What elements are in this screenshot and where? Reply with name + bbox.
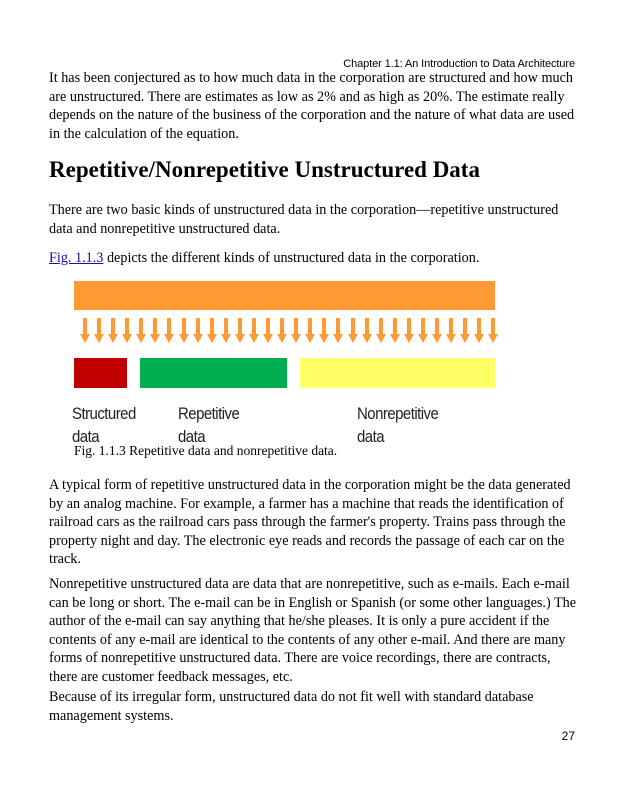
structured-data-label: Structured data <box>72 404 136 446</box>
figure-reference-text: depicts the different kinds of unstructured data in the corporation. <box>103 250 480 266</box>
down-arrow-icon <box>193 318 203 344</box>
down-arrow-icon <box>249 318 259 344</box>
down-arrow-icon <box>390 318 400 344</box>
down-arrow-icon <box>305 318 315 344</box>
down-arrow-icon <box>348 318 358 344</box>
down-arrow-icon <box>474 318 484 344</box>
down-arrow-icon <box>432 318 442 344</box>
unstructured-data-source-bar <box>74 281 495 310</box>
down-arrow-icon <box>207 318 217 344</box>
section-paragraph: There are two basic kinds of unstructured data in the corporation—repetitive unstructured data and nonrepetitive unstructured data. <box>49 202 559 237</box>
down-arrows <box>80 318 500 344</box>
section-heading: Repetitive/Nonrepetitive Unstructured Data <box>49 157 480 182</box>
down-arrow-icon <box>122 318 132 344</box>
down-arrow-icon <box>418 318 428 344</box>
down-arrow-icon <box>291 318 301 344</box>
down-arrow-icon <box>179 318 189 344</box>
down-arrow-icon <box>221 318 231 344</box>
down-arrow-icon <box>80 318 90 344</box>
down-arrow-icon <box>263 318 273 344</box>
closing-paragraph: Because of its irregular form, unstructured data do not fit well with standard database management systems. <box>49 689 534 724</box>
down-arrow-icon <box>108 318 118 344</box>
down-arrow-icon <box>376 318 386 344</box>
repetitive-data-box <box>140 358 287 388</box>
down-arrow-icon <box>460 318 470 344</box>
figure-reference-paragraph <box>49 249 577 268</box>
down-arrow-icon <box>488 318 498 344</box>
nonrepetitive-data-box <box>300 358 495 388</box>
nonrepetitive-data-label: Nonrepetitive data <box>357 404 439 446</box>
structured-data-box <box>74 358 127 388</box>
down-arrow-icon <box>362 318 372 344</box>
page-number: 27 <box>561 729 575 743</box>
repetitive-paragraph: A typical form of repetitive unstructured data in the corporation might be the data generated by an analog machine. For example, a farmer has a machine that reads the identification of railroad cars as the railroad cars pass through the farmer's property. Trains pass through the property night and day. The electronic eye reads and records the passage of each car on the track. <box>49 477 571 568</box>
down-arrow-icon <box>235 318 245 344</box>
figure-caption: Fig. 1.1.3 Repetitive data and nonrepetitive data. <box>74 443 338 458</box>
figure-reference-link[interactable]: Fig. 1.1.3 <box>49 250 104 266</box>
running-header: Chapter 1.1: An Introduction to Data Architecture <box>343 58 575 70</box>
down-arrow-icon <box>150 318 160 344</box>
down-arrow-icon <box>319 318 329 344</box>
down-arrow-icon <box>277 318 287 344</box>
down-arrow-icon <box>136 318 146 344</box>
nonrepetitive-paragraph: Nonrepetitive unstructured data are data that are nonrepetitive, such as e-mails. Each e-mail can be long or short. The e-mail can be in English or Spanish (or some other languages.) The author of the e-mail can say anything that he/she pleases. It is only a pure accident if the contents of any e-mail are identical to the contents of any other e-mail. And there are many forms of nonrepetitive unstructured data. There are voice recordings, there are contracts, there are customer feedback messages, etc. <box>49 576 577 685</box>
down-arrow-icon <box>404 318 414 344</box>
intro-paragraph: It has been conjectured as to how much data in the corporation are structured and how much are unstructured. There are estimates as low as 2% and as high as 20%. The estimate really depends on the nature of the business of the corporation and the nature of what data are used in the calculation of the equation. <box>49 70 575 142</box>
repetitive-data-label: Repetitive data <box>178 404 240 446</box>
down-arrow-icon <box>333 318 343 344</box>
down-arrow-icon <box>164 318 174 344</box>
down-arrow-icon <box>446 318 456 344</box>
down-arrow-icon <box>94 318 104 344</box>
